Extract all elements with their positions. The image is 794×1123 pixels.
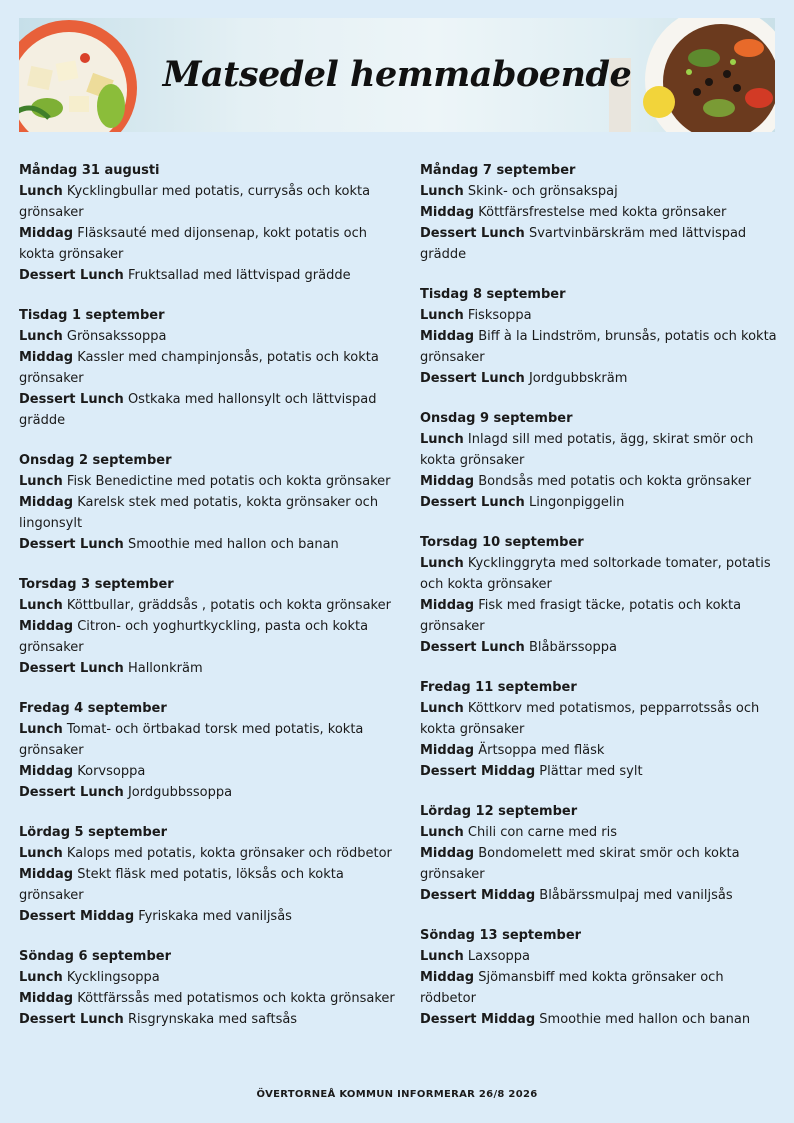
meal-label: Dessert Lunch — [420, 640, 525, 655]
meal-label: Lunch — [420, 432, 464, 447]
day-block — [19, 698, 399, 803]
page-title: Matsedel hemmaboende — [162, 54, 632, 95]
meal-label: Lunch — [19, 184, 63, 199]
meal-dish: Fyriskaka med vaniljsås — [138, 909, 292, 924]
meal-row — [420, 181, 780, 202]
meal-dish: Lingonpiggelin — [528, 495, 625, 510]
day-title: Tisdag 8 september — [420, 287, 566, 302]
meal-dish: Tomat- och örtbakad torsk med potatis, kokta grönsaker — [19, 722, 364, 758]
meal-label: Lunch — [19, 598, 63, 613]
meal-dish: Korvsoppa — [77, 764, 146, 779]
meal-row — [19, 719, 399, 761]
meal-label: Dessert Lunch — [19, 785, 124, 800]
day-block — [19, 574, 399, 679]
meal-dish: Inlagd sill med potatis, ägg, skirat smör och kokta grönsaker — [420, 432, 754, 468]
meal-row — [420, 553, 780, 595]
meal-label: Dessert Lunch — [19, 392, 124, 407]
day-block — [19, 160, 399, 286]
meal-label: Lunch — [19, 329, 63, 344]
meal-dish: Jordgubbssoppa — [127, 785, 233, 800]
meal-label: Dessert Lunch — [19, 537, 124, 552]
meal-dish: Svartvinbärskräm med lättvispad grädde — [420, 226, 747, 262]
meal-row — [19, 347, 399, 389]
meal-row — [420, 429, 780, 471]
day-block — [420, 801, 780, 906]
meal-row — [420, 946, 780, 967]
meal-dish: Skink- och grönsakspaj — [467, 184, 618, 199]
meal-dish: Bondsås med potatis och kokta grönsaker — [478, 474, 752, 489]
meal-label: Middag — [19, 764, 74, 779]
meal-label: Dessert Lunch — [19, 1012, 124, 1027]
meal-label: Lunch — [19, 846, 63, 861]
meal-row — [420, 202, 780, 223]
meal-label: Middag — [19, 619, 74, 634]
meal-row — [19, 988, 399, 1009]
meal-label: Lunch — [19, 722, 63, 737]
meal-label: Dessert Lunch — [19, 661, 124, 676]
day-title: Onsdag 9 september — [420, 411, 573, 426]
meal-label: Middag — [420, 205, 475, 220]
meal-dish: Hallonkräm — [127, 661, 203, 676]
meal-dish: Risgrynskaka med saftsås — [127, 1012, 298, 1027]
meal-label: Lunch — [420, 825, 464, 840]
meal-dish: Ärtsoppa med fläsk — [478, 743, 605, 758]
meal-dish: Fläsksauté med dijonsenap, kokt potatis och kokta grönsaker — [19, 226, 368, 262]
footer-text: ÖVERTORNEÅ KOMMUN INFORMERAR 26/8 2026 — [256, 1089, 538, 1100]
meal-dish: Blåbärssoppa — [528, 640, 617, 655]
meal-label: Middag — [420, 598, 475, 613]
day-block — [19, 450, 399, 555]
day-block — [19, 822, 399, 927]
meal-dish: Sjömansbiff med kokta grönsaker och rödbetor — [420, 970, 724, 1006]
meal-row — [19, 906, 399, 927]
meal-label: Lunch — [420, 556, 464, 571]
meal-label: Middag — [19, 867, 74, 882]
menu-column-left — [19, 160, 399, 1049]
day-title: Måndag 7 september — [420, 163, 576, 178]
meal-label: Middag — [19, 495, 74, 510]
meal-dish: Stekt fläsk med potatis, löksås och kokta grönsaker — [19, 867, 344, 903]
meal-row — [420, 967, 780, 1009]
day-title: Fredag 11 september — [420, 680, 577, 695]
meal-dish: Kalops med potatis, kokta grönsaker och rödbetor — [66, 846, 392, 861]
meal-label: Dessert Middag — [19, 909, 135, 924]
meal-row — [420, 885, 780, 906]
meal-label: Dessert Lunch — [420, 371, 525, 386]
header-banner — [19, 18, 775, 132]
meal-label: Lunch — [19, 970, 63, 985]
day-block — [420, 532, 780, 658]
meal-label: Dessert Middag — [420, 764, 536, 779]
meal-dish: Kycklinggryta med soltorkade tomater, potatis och kokta grönsaker — [420, 556, 771, 592]
meal-label: Middag — [420, 474, 475, 489]
meal-row — [19, 471, 399, 492]
day-title: Söndag 6 september — [19, 949, 172, 964]
meal-row — [19, 761, 399, 782]
day-block — [420, 408, 780, 513]
meal-label: Middag — [19, 226, 74, 241]
day-title: Onsdag 2 september — [19, 453, 172, 468]
meal-dish: Kassler med champinjonsås, potatis och kokta grönsaker — [19, 350, 379, 386]
meal-row — [19, 864, 399, 906]
meal-row — [420, 698, 780, 740]
meal-row — [19, 658, 399, 679]
day-title: Torsdag 10 september — [420, 535, 584, 550]
meal-row — [19, 782, 399, 803]
meal-dish: Bondomelett med skirat smör och kokta grönsaker — [420, 846, 740, 882]
meal-row — [19, 534, 399, 555]
meal-label: Dessert Middag — [420, 1012, 536, 1027]
meal-row — [19, 967, 399, 988]
meal-dish: Ostkaka med hallonsylt och lättvispad grädde — [19, 392, 377, 428]
meal-dish: Kycklingbullar med potatis, currysås och kokta grönsaker — [19, 184, 371, 220]
meal-label: Dessert Lunch — [420, 495, 525, 510]
menu-column-right — [420, 160, 780, 1049]
meal-row — [19, 1009, 399, 1030]
meal-label: Lunch — [420, 949, 464, 964]
meal-row — [420, 223, 780, 265]
meal-row — [420, 740, 780, 761]
meal-dish: Köttfärsfrestelse med kokta grönsaker — [478, 205, 727, 220]
day-block — [19, 946, 399, 1030]
meal-label: Dessert Middag — [420, 888, 536, 903]
meal-dish: Jordgubbskräm — [528, 371, 628, 386]
meal-label: Middag — [19, 350, 74, 365]
meal-label: Dessert Lunch — [19, 268, 124, 283]
day-block — [420, 925, 780, 1030]
meal-label: Lunch — [420, 184, 464, 199]
meal-label: Middag — [420, 846, 475, 861]
meal-dish: Köttkorv med potatismos, pepparrotssås och kokta grönsaker — [420, 701, 760, 737]
meal-dish: Smoothie med hallon och banan — [539, 1012, 751, 1027]
meal-dish: Citron- och yoghurtkyckling, pasta och kokta grönsaker — [19, 619, 369, 655]
meal-row — [420, 761, 780, 782]
meal-label: Middag — [19, 991, 74, 1006]
meal-row — [19, 595, 399, 616]
meal-dish: Smoothie med hallon och banan — [127, 537, 339, 552]
day-title: Måndag 31 augusti — [19, 163, 160, 178]
meal-dish: Blåbärssmulpaj med vaniljsås — [539, 888, 733, 903]
meal-dish: Karelsk stek med potatis, kokta grönsaker och lingonsylt — [19, 495, 379, 531]
meal-label: Lunch — [19, 474, 63, 489]
meal-row — [420, 1009, 780, 1030]
meal-row — [420, 368, 780, 389]
day-block — [420, 284, 780, 389]
meal-label: Dessert Lunch — [420, 226, 525, 241]
meal-row — [420, 492, 780, 513]
day-title: Söndag 13 september — [420, 928, 582, 943]
meal-dish: Biff à la Lindström, brunsås, potatis och kokta grönsaker — [420, 329, 777, 365]
meal-label: Middag — [420, 743, 475, 758]
meal-dish: Fisk Benedictine med potatis och kokta grönsaker — [66, 474, 391, 489]
meal-row — [19, 326, 399, 347]
day-block — [420, 677, 780, 782]
meal-row — [19, 223, 399, 265]
meal-label: Middag — [420, 329, 475, 344]
meal-dish: Plättar med sylt — [539, 764, 643, 779]
meal-dish: Köttfärssås med potatismos och kokta grönsaker — [77, 991, 395, 1006]
meal-row — [420, 471, 780, 492]
day-title: Lördag 12 september — [420, 804, 578, 819]
day-title: Tisdag 1 september — [19, 308, 165, 323]
meal-dish: Kycklingsoppa — [66, 970, 160, 985]
meal-row — [19, 492, 399, 534]
meal-dish: Fruktsallad med lättvispad grädde — [127, 268, 351, 283]
meal-row — [19, 265, 399, 286]
day-title: Lördag 5 september — [19, 825, 168, 840]
day-block — [420, 160, 780, 265]
day-title: Fredag 4 september — [19, 701, 167, 716]
meal-dish: Fisksoppa — [467, 308, 532, 323]
meal-row — [420, 637, 780, 658]
meal-label: Middag — [420, 970, 475, 985]
meal-row — [420, 305, 780, 326]
meal-row — [420, 822, 780, 843]
meal-row — [19, 616, 399, 658]
meal-dish: Grönsakssoppa — [66, 329, 167, 344]
meal-label: Lunch — [420, 308, 464, 323]
meal-dish: Fisk med frasigt täcke, potatis och kokta grönsaker — [420, 598, 742, 634]
meal-row — [19, 181, 399, 223]
day-block — [19, 305, 399, 431]
meal-row — [19, 843, 399, 864]
meal-dish: Chili con carne med ris — [467, 825, 618, 840]
meal-row — [420, 595, 780, 637]
meal-row — [420, 843, 780, 885]
meal-row — [420, 326, 780, 368]
meal-row — [19, 389, 399, 431]
day-title: Torsdag 3 september — [19, 577, 174, 592]
meal-dish: Laxsoppa — [467, 949, 531, 964]
meal-label: Lunch — [420, 701, 464, 716]
meal-dish: Köttbullar, gräddsås , potatis och kokta grönsaker — [66, 598, 391, 613]
